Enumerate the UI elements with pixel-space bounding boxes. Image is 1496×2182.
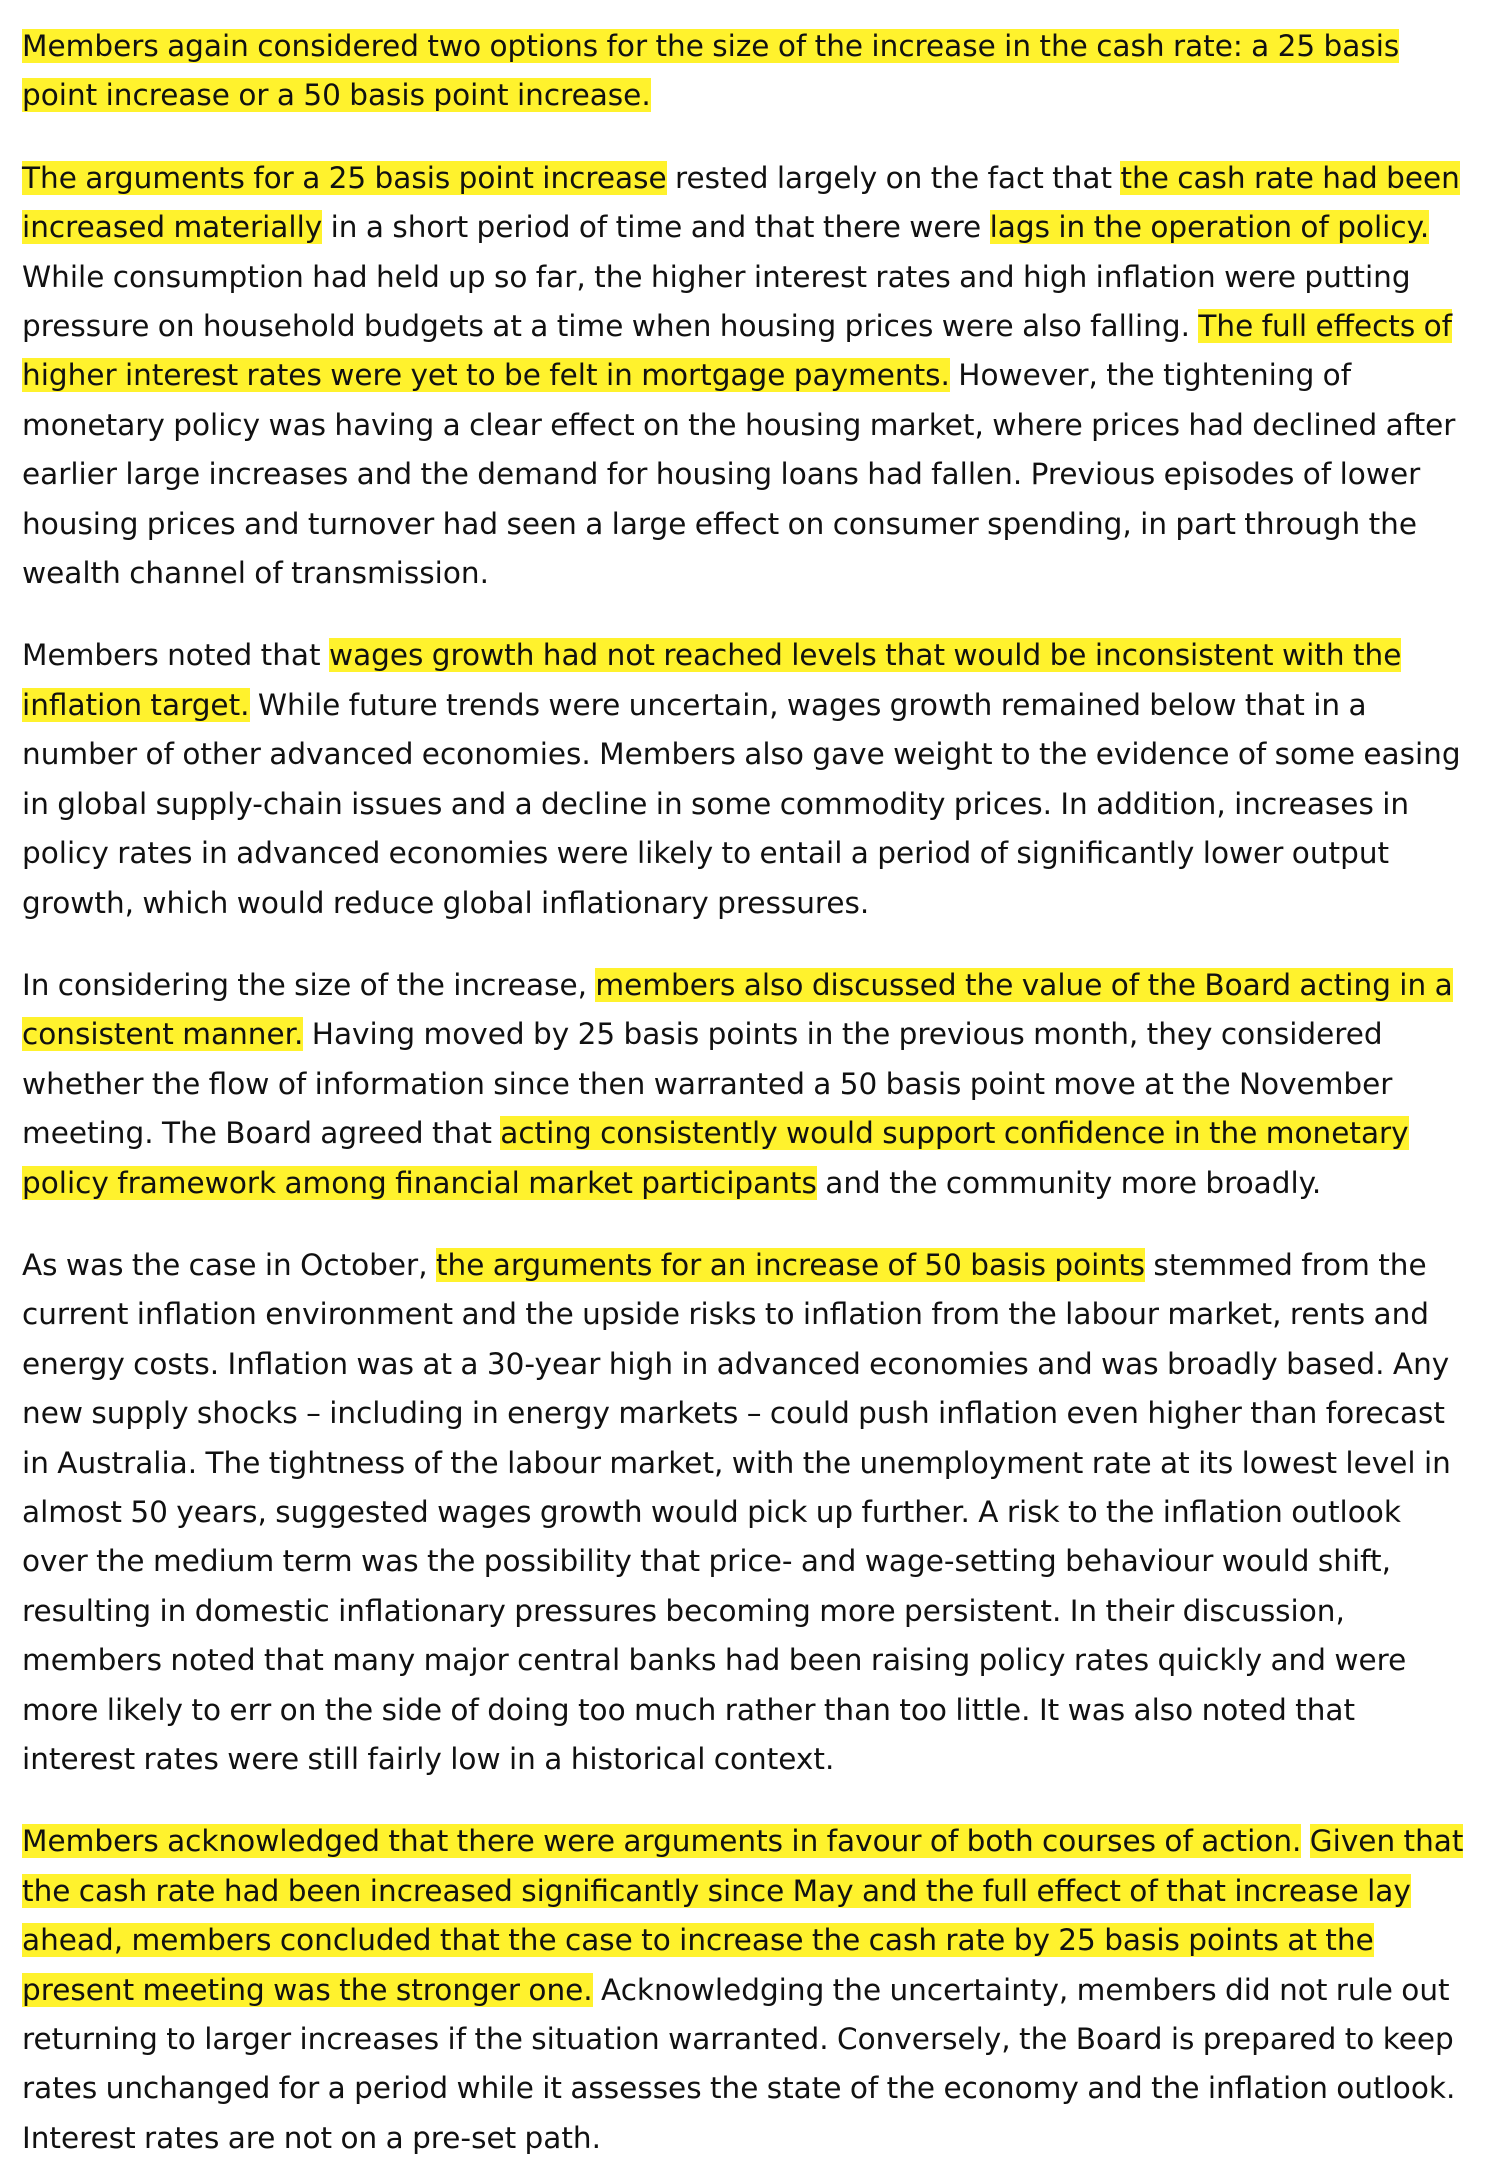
paragraph-wages-growth [22, 631, 1474, 927]
body-text: and the community more broadly. [816, 1165, 1322, 1200]
highlighted-text: the arguments for an increase of 50 basis points [435, 1247, 1145, 1282]
paragraph-50bp-arguments [22, 1241, 1474, 1784]
body-text: While future trends were uncertain, wages growth remained below that in a number of other advanced economies. Members also gave weight to the evidence of some easing in global supply-chain issues and a decline in some commodity prices. In addition, increases in policy rates in advanced economies were likely to entail a period of significantly lower output growth, which would reduce global inflationary pressures. [22, 687, 1461, 920]
paragraph-consistency [22, 961, 1474, 1208]
highlighted-text: Given that the cash rate had been increased significantly since May and the full effect of that increase lay ahead, members concluded that the case to increase the cash rate by 25 basis points at the present meeting was the stronger one. [22, 1824, 1464, 2007]
paragraph-options [22, 22, 1474, 121]
highlighted-text: members also discussed the value of the Board acting in a consistent manner. [22, 967, 1453, 1052]
paragraph-conclusion [22, 1817, 1474, 2163]
highlighted-text: the cash rate had been increased materially [22, 160, 1460, 245]
body-text: stemmed from the current inflation environment and the upside risks to inflation from the labour market, rents and energy costs. Inflation was at a 30-year high in advanced economies and was broadly based. Any new supply shocks – including in energy markets – could push inflation even higher than forecast in Australia. The tightness of the labour market, with the unemployment rate at its lowest level in almost 50 years, suggested wages growth would pick up further. A risk to the inflation outlook over the medium term was the possibility that price- and wage-setting behaviour would shift, resulting in domestic inflationary pressures becoming more persistent. In their discussion, members noted that many major central banks had been raising policy rates quickly and were more likely to err on the side of doing too much rather than too little. It was also noted that interest rates were still fairly low in a historical context. [22, 1247, 1451, 1776]
highlighted-text: The full effects of higher interest rates were yet to be felt in mortgage payments. [22, 309, 1453, 393]
body-text: in a short period of time and that there were [322, 210, 990, 245]
body-text: Having moved by 25 basis points in the previous month, they considered whether the flow of information since then warranted a 50 basis point move at the November meeting. The Board agreed that [22, 1017, 1393, 1151]
body-text: rested largely on the fact that [666, 160, 1121, 195]
body-text: As was the case in October, [22, 1247, 436, 1282]
highlighted-text: wages growth had not reached levels that would be inconsistent with the inflation target. [22, 638, 1402, 722]
body-text: However, the tightening of monetary policy was having a clear effect on the housing market, where prices had declined after earlier large increases and the demand for housing loans had fallen. Previous episodes of lower housing prices and turnover had seen a large effect on consumer spending, in part through the wealth channel of transmission. [22, 358, 1456, 591]
body-text: Members noted that [22, 638, 329, 673]
paragraph-25bp-arguments [22, 154, 1474, 599]
highlighted-text: The arguments for a 25 basis point increase [22, 160, 667, 195]
highlighted-text: lags in the operation of policy. [989, 210, 1430, 245]
body-text: While consumption had held up so far, the higher interest rates and high inflation were putting pressure on household budgets at a time when housing prices were also falling. [22, 259, 1411, 344]
body-text [1301, 1824, 1309, 1858]
highlighted-text: Members acknowledged that there were arguments in favour of both courses of action. [22, 1824, 1302, 1859]
highlighted-text: Members again considered two options for the size of the increase in the cash rate: a 25 basis point increase or a 50 basis point increase. [22, 29, 1400, 113]
body-text: Acknowledging the uncertainty, members did not rule out returning to larger increases if the situation warranted. Conversely, the Board is prepared to keep rates unchanged for a period while it assesses the state of the economy and the inflation outlook. Interest rates are not on a pre-set path. [22, 1972, 1456, 2155]
highlighted-text: acting consistently would support confidence in the monetary policy framework among financial market participants [22, 1116, 1409, 1200]
body-text: In considering the size of the increase, [22, 967, 596, 1002]
